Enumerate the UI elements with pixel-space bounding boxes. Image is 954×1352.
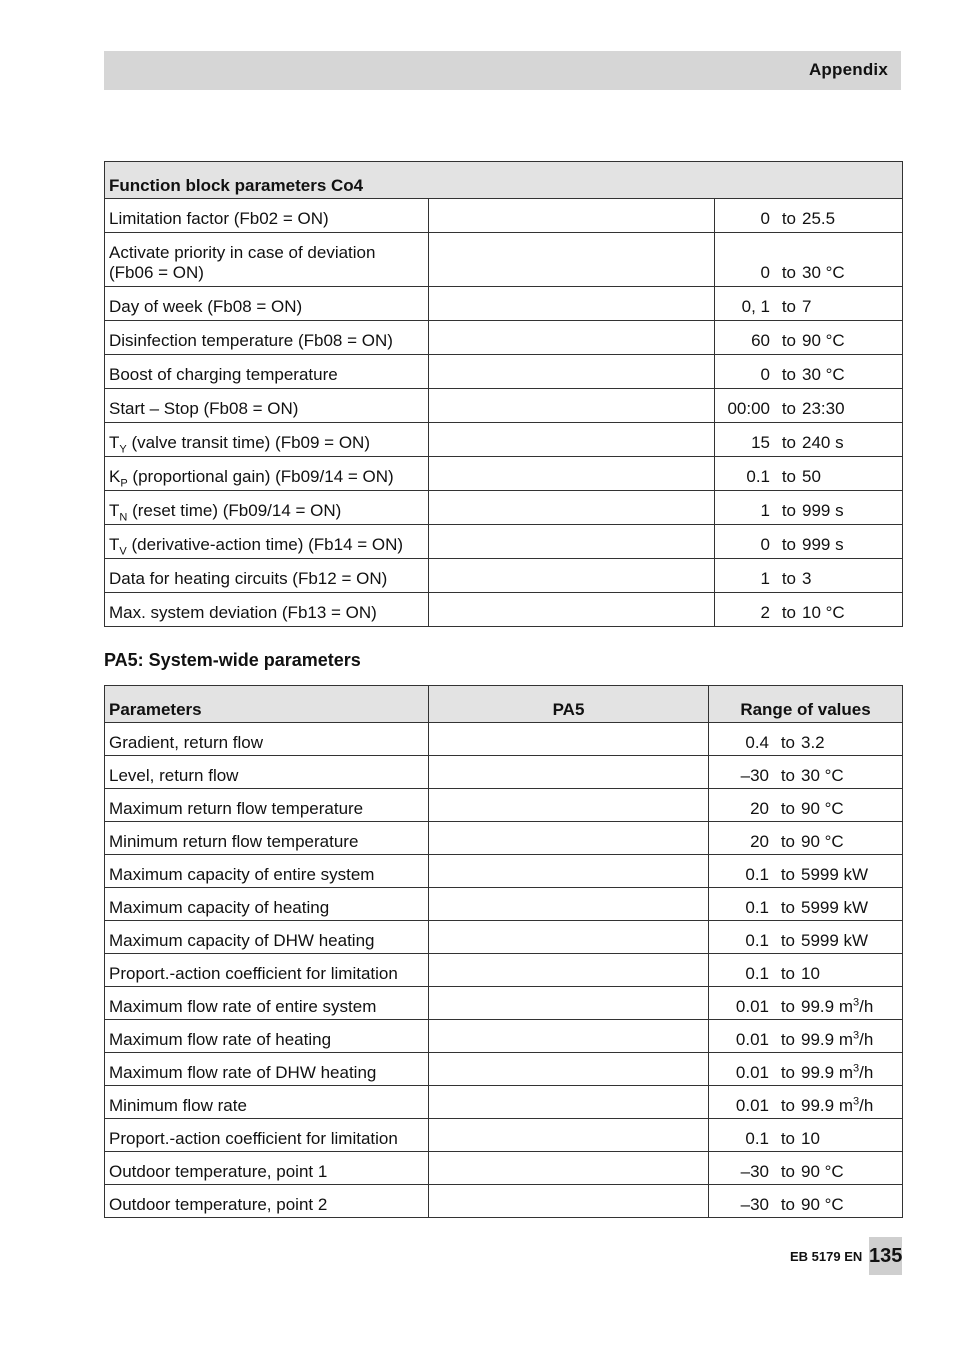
range-to-word: to <box>781 331 796 350</box>
table-row <box>105 423 903 457</box>
range-to-word: to <box>781 535 796 554</box>
table-row <box>105 321 903 355</box>
range-upto <box>796 399 845 419</box>
range-of-values <box>715 457 903 491</box>
parameter-value-cell <box>429 491 715 525</box>
parameter-label <box>105 855 429 888</box>
pa5-section-title: PA5: System-wide parameters <box>104 650 361 670</box>
range-to-word: to <box>780 832 795 851</box>
range-upto-value: 5999 kW <box>801 898 869 917</box>
parameter-value-cell <box>429 954 709 987</box>
range-upto-value: 30 °C <box>802 263 845 282</box>
parameter-value-cell <box>429 593 715 627</box>
range-to-word: to <box>780 766 795 785</box>
parameter-label <box>105 1020 429 1053</box>
range-upto-value: 10 <box>801 1129 820 1148</box>
range-to-word: to <box>780 799 795 818</box>
table-row <box>105 491 903 525</box>
parameter-value-cell <box>429 199 715 233</box>
range-upto <box>796 603 845 623</box>
range-upto <box>795 733 825 753</box>
range-from: 0.1 <box>745 865 769 884</box>
parameter-value-cell <box>429 1119 709 1152</box>
range-to-word: to <box>780 1195 795 1214</box>
parameter-symbol-subscript: V <box>119 545 127 558</box>
range-from: –30 <box>740 1162 769 1181</box>
range-from: 0 <box>760 365 770 384</box>
parameter-value-cell <box>429 389 715 423</box>
parameter-value-cell <box>429 321 715 355</box>
parameter-label-text: Maximum return flow temperature <box>109 799 364 818</box>
parameter-label-text: Proport.-action coefficient for limitation <box>109 964 398 983</box>
table-row <box>105 355 903 389</box>
range-of-values <box>709 1185 903 1218</box>
range-from: 20 <box>750 832 769 851</box>
range-upto-value: 90 °C <box>801 1195 844 1214</box>
parameter-label-text: Outdoor temperature, point 2 <box>109 1195 328 1214</box>
unit-tail: /h <box>859 1096 874 1115</box>
unit-base: m <box>838 1096 853 1115</box>
table-row <box>105 921 903 954</box>
parameter-symbol-subscript: P <box>120 477 128 490</box>
range-of-values <box>715 321 903 355</box>
range-from: 0.01 <box>735 1030 769 1049</box>
range-from: 20 <box>750 799 769 818</box>
table-row <box>105 1086 903 1119</box>
range-to-word: to <box>781 569 796 588</box>
range-of-values <box>709 921 903 954</box>
range-of-values <box>709 822 903 855</box>
range-of-values <box>715 559 903 593</box>
range-upto <box>796 297 811 317</box>
range-to-word: to <box>780 1096 795 1115</box>
range-of-values <box>715 287 903 321</box>
table-row <box>105 1020 903 1053</box>
range-from: 1 <box>760 501 770 520</box>
header-range: Range of values <box>709 686 903 723</box>
parameter-label-text: Start – Stop (Fb08 = ON) <box>109 399 299 418</box>
range-from: 0.1 <box>745 964 769 983</box>
parameter-label-text: Disinfection temperature (Fb08 = ON) <box>109 331 393 350</box>
range-of-values <box>709 756 903 789</box>
parameter-label-text: Max. system deviation (Fb13 = ON) <box>109 603 377 622</box>
range-upto <box>796 365 845 385</box>
unit-base: m <box>838 1030 853 1049</box>
parameter-value-cell <box>429 355 715 389</box>
co4-table-title: Function block parameters Co4 <box>105 162 903 199</box>
range-upto <box>795 832 844 852</box>
range-upto <box>795 931 868 951</box>
parameter-label <box>105 1086 429 1119</box>
header-parameters: Parameters <box>105 686 429 723</box>
parameter-label <box>105 987 429 1020</box>
range-to-word: to <box>781 209 796 228</box>
range-upto-value: 90 °C <box>802 331 845 350</box>
table-row <box>105 822 903 855</box>
table-row <box>105 233 903 287</box>
range-upto <box>795 1162 844 1182</box>
range-upto <box>795 1129 820 1149</box>
table-row <box>105 888 903 921</box>
range-of-values <box>709 1053 903 1086</box>
parameter-label <box>105 789 429 822</box>
parameter-label <box>105 423 429 457</box>
unit-exponent: 3 <box>853 996 860 1009</box>
range-upto <box>796 501 844 521</box>
parameter-value-cell <box>429 1152 709 1185</box>
parameter-label <box>105 723 429 756</box>
table-row <box>105 389 903 423</box>
range-upto-value: 99.9 <box>801 1063 835 1082</box>
table-row <box>105 559 903 593</box>
range-from: 0.01 <box>735 1096 769 1115</box>
table-row <box>105 457 903 491</box>
table-row <box>105 723 903 756</box>
range-of-values <box>709 723 903 756</box>
parameter-value-cell <box>429 723 709 756</box>
table-row <box>105 525 903 559</box>
parameter-label-text: Minimum flow rate <box>109 1096 247 1115</box>
pa5-table-body <box>105 723 903 1218</box>
range-from: 2 <box>760 603 770 622</box>
range-upto-value: 3 <box>802 569 812 588</box>
range-of-values <box>715 423 903 457</box>
parameter-value-cell <box>429 233 715 287</box>
parameter-label <box>105 389 429 423</box>
page-number: 135 <box>869 1237 902 1275</box>
range-upto <box>796 569 811 589</box>
table-row <box>105 593 903 627</box>
range-upto <box>795 997 873 1017</box>
range-upto <box>795 964 820 984</box>
range-of-values <box>709 1020 903 1053</box>
range-upto-value: 99.9 <box>801 1096 835 1115</box>
range-upto <box>796 433 844 453</box>
range-to-word: to <box>781 501 796 520</box>
parameter-label <box>105 525 429 559</box>
parameter-label <box>105 199 429 233</box>
co4-title-row <box>105 162 903 199</box>
table-row <box>105 987 903 1020</box>
range-to-word: to <box>781 467 796 486</box>
table-row <box>105 1152 903 1185</box>
table-row <box>105 756 903 789</box>
range-upto-value: 240 s <box>802 433 844 452</box>
range-from: 0.1 <box>745 898 769 917</box>
header-pa5: PA5 <box>429 686 709 723</box>
range-from: 0 <box>760 209 770 228</box>
range-to-word: to <box>780 997 795 1016</box>
range-to-word: to <box>781 263 796 282</box>
range-to-word: to <box>781 603 796 622</box>
parameter-label <box>105 321 429 355</box>
range-from: 0 <box>760 535 770 554</box>
range-of-values <box>709 888 903 921</box>
pa5-parameter-table <box>104 685 903 1218</box>
range-upto <box>796 467 821 487</box>
parameter-label-text: Activate priority in case of deviation (Fb06 = ON) <box>109 243 376 282</box>
parameter-label <box>105 593 429 627</box>
parameter-label-text: Day of week (Fb08 = ON) <box>109 297 303 316</box>
parameter-label-text: (derivative-action time) (Fb14 = ON) <box>126 535 404 554</box>
range-of-values <box>715 525 903 559</box>
table-row <box>105 789 903 822</box>
range-to-word: to <box>780 931 795 950</box>
range-to-word: to <box>780 733 795 752</box>
parameter-symbol-subscript: N <box>119 511 128 524</box>
parameter-label <box>105 1152 429 1185</box>
parameter-value-cell <box>429 888 709 921</box>
range-upto <box>796 331 845 351</box>
range-of-values <box>715 199 903 233</box>
range-upto <box>796 535 844 555</box>
parameter-label <box>105 457 429 491</box>
range-upto <box>795 1096 873 1116</box>
parameter-label-text: Minimum return flow temperature <box>109 832 359 851</box>
pa5-header-row <box>105 686 903 723</box>
parameter-symbol: T <box>109 433 120 452</box>
range-upto-value: 25.5 <box>802 209 836 228</box>
unit-base: m <box>838 1063 853 1082</box>
parameter-label <box>105 756 429 789</box>
range-upto-value: 90 °C <box>801 1162 844 1181</box>
range-of-values <box>709 789 903 822</box>
parameter-label <box>105 921 429 954</box>
range-of-values <box>715 233 903 287</box>
range-from: 00:00 <box>727 399 770 418</box>
parameter-label <box>105 1119 429 1152</box>
range-to-word: to <box>780 865 795 884</box>
range-upto-value: 999 s <box>802 501 844 520</box>
document-code: EB 5179 EN <box>790 1249 863 1264</box>
range-to-word: to <box>780 898 795 917</box>
range-of-values <box>709 1086 903 1119</box>
parameter-label-text: Maximum flow rate of entire system <box>109 997 377 1016</box>
range-to-word: to <box>781 297 796 316</box>
range-of-values <box>709 1119 903 1152</box>
range-from: 0.1 <box>745 1129 769 1148</box>
parameter-label-text: Maximum capacity of DHW heating <box>109 931 375 950</box>
parameter-label-text: Maximum capacity of heating <box>109 898 330 917</box>
co4-table-body <box>105 162 903 627</box>
range-to-word: to <box>780 1162 795 1181</box>
range-upto-value: 90 °C <box>801 799 844 818</box>
co4-parameter-table <box>104 161 903 627</box>
range-from: 1 <box>760 569 770 588</box>
parameter-label-text: Level, return flow <box>109 766 239 785</box>
parameter-value-cell <box>429 756 709 789</box>
parameter-label-text: (reset time) (Fb09/14 = ON) <box>127 501 342 520</box>
range-of-values <box>715 491 903 525</box>
range-to-word: to <box>780 1063 795 1082</box>
parameter-label-text: (valve transit time) (Fb09 = ON) <box>126 433 370 452</box>
range-upto-value: 99.9 <box>801 997 835 1016</box>
range-upto-value: 99.9 <box>801 1030 835 1049</box>
parameter-value-cell <box>429 559 715 593</box>
range-upto-value: 3.2 <box>801 733 825 752</box>
range-from: 0, 1 <box>741 297 770 316</box>
range-upto <box>795 865 868 885</box>
parameter-symbol: K <box>109 467 121 486</box>
range-of-values <box>709 855 903 888</box>
range-to-word: to <box>781 365 796 384</box>
parameter-value-cell <box>429 789 709 822</box>
parameter-label-text: Maximum flow rate of heating <box>109 1030 332 1049</box>
range-upto-value: 50 <box>802 467 821 486</box>
range-upto-value: 5999 kW <box>801 865 869 884</box>
table-row <box>105 287 903 321</box>
range-upto <box>795 799 844 819</box>
parameter-value-cell <box>429 423 715 457</box>
parameter-symbol: T <box>109 535 120 554</box>
range-from: 15 <box>751 433 770 452</box>
parameter-value-cell <box>429 1020 709 1053</box>
parameter-label <box>105 888 429 921</box>
parameter-label-text: Outdoor temperature, point 1 <box>109 1162 328 1181</box>
table-row <box>105 1185 903 1218</box>
header-bar <box>104 51 901 90</box>
range-from: 60 <box>751 331 770 350</box>
table-row <box>105 1053 903 1086</box>
range-from: 0.1 <box>746 467 770 486</box>
range-upto-value: 90 °C <box>801 832 844 851</box>
range-from: 0 <box>760 263 770 282</box>
range-upto <box>795 1063 873 1083</box>
header-title: Appendix <box>808 60 888 79</box>
parameter-symbol: T <box>109 501 120 520</box>
range-from: 0.01 <box>735 1063 769 1082</box>
range-of-values <box>715 355 903 389</box>
range-upto-value: 23:30 <box>802 399 845 418</box>
parameter-label <box>105 822 429 855</box>
range-upto-value: 10 °C <box>802 603 845 622</box>
range-upto-value: 999 s <box>802 535 844 554</box>
parameter-value-cell <box>429 987 709 1020</box>
parameter-value-cell <box>429 287 715 321</box>
range-upto-value: 30 °C <box>801 766 844 785</box>
range-upto <box>795 1030 873 1050</box>
range-to-word: to <box>780 964 795 983</box>
range-to-word: to <box>781 399 796 418</box>
range-to-word: to <box>780 1129 795 1148</box>
range-upto <box>796 263 845 283</box>
range-of-values <box>709 954 903 987</box>
range-upto-value: 30 °C <box>802 365 845 384</box>
range-upto <box>796 209 835 229</box>
parameter-value-cell <box>429 1053 709 1086</box>
unit-tail: /h <box>859 997 874 1016</box>
parameter-value-cell <box>429 921 709 954</box>
parameter-value-cell <box>429 1086 709 1119</box>
range-to-word: to <box>781 433 796 452</box>
parameter-label-text: Proport.-action coefficient for limitation <box>109 1129 398 1148</box>
range-from: –30 <box>740 766 769 785</box>
parameter-label <box>105 1185 429 1218</box>
parameter-value-cell <box>429 525 715 559</box>
range-from: 0.4 <box>745 733 769 752</box>
parameter-label <box>105 954 429 987</box>
range-of-values <box>715 389 903 423</box>
range-from: 0.01 <box>735 997 769 1016</box>
unit-tail: /h <box>859 1063 874 1082</box>
range-from: 0.1 <box>745 931 769 950</box>
parameter-label-text: Data for heating circuits (Fb12 = ON) <box>109 569 388 588</box>
table-row <box>105 1119 903 1152</box>
table-row <box>105 855 903 888</box>
parameter-label-text: Maximum flow rate of DHW heating <box>109 1063 377 1082</box>
parameter-label <box>105 491 429 525</box>
range-upto-value: 5999 kW <box>801 931 869 950</box>
range-upto <box>795 898 868 918</box>
parameter-label-text: Boost of charging temperature <box>109 365 338 384</box>
table-row <box>105 954 903 987</box>
table-row <box>105 199 903 233</box>
parameter-value-cell <box>429 855 709 888</box>
parameter-label <box>105 287 429 321</box>
parameter-value-cell <box>429 822 709 855</box>
parameter-label <box>105 233 429 287</box>
range-of-values <box>715 593 903 627</box>
parameter-label-text: Limitation factor (Fb02 = ON) <box>109 209 329 228</box>
unit-tail: /h <box>859 1030 874 1049</box>
range-of-values <box>709 1152 903 1185</box>
parameter-label <box>105 559 429 593</box>
unit-exponent: 3 <box>853 1029 860 1042</box>
range-upto <box>795 1195 844 1215</box>
range-upto <box>795 766 844 786</box>
range-upto-value: 10 <box>801 964 820 983</box>
parameter-symbol-subscript: Y <box>119 443 127 456</box>
unit-exponent: 3 <box>853 1062 860 1075</box>
parameter-label <box>105 1053 429 1086</box>
parameter-label-text: (proportional gain) (Fb09/14 = ON) <box>127 467 394 486</box>
unit-exponent: 3 <box>853 1095 860 1108</box>
parameter-label-text: Gradient, return flow <box>109 733 264 752</box>
range-upto-value: 7 <box>802 297 812 316</box>
parameter-value-cell <box>429 457 715 491</box>
parameter-label <box>105 355 429 389</box>
range-of-values <box>709 987 903 1020</box>
parameter-value-cell <box>429 1185 709 1218</box>
range-to-word: to <box>780 1030 795 1049</box>
range-from: –30 <box>740 1195 769 1214</box>
unit-base: m <box>838 997 853 1016</box>
parameter-label-text: Maximum capacity of entire system <box>109 865 375 884</box>
